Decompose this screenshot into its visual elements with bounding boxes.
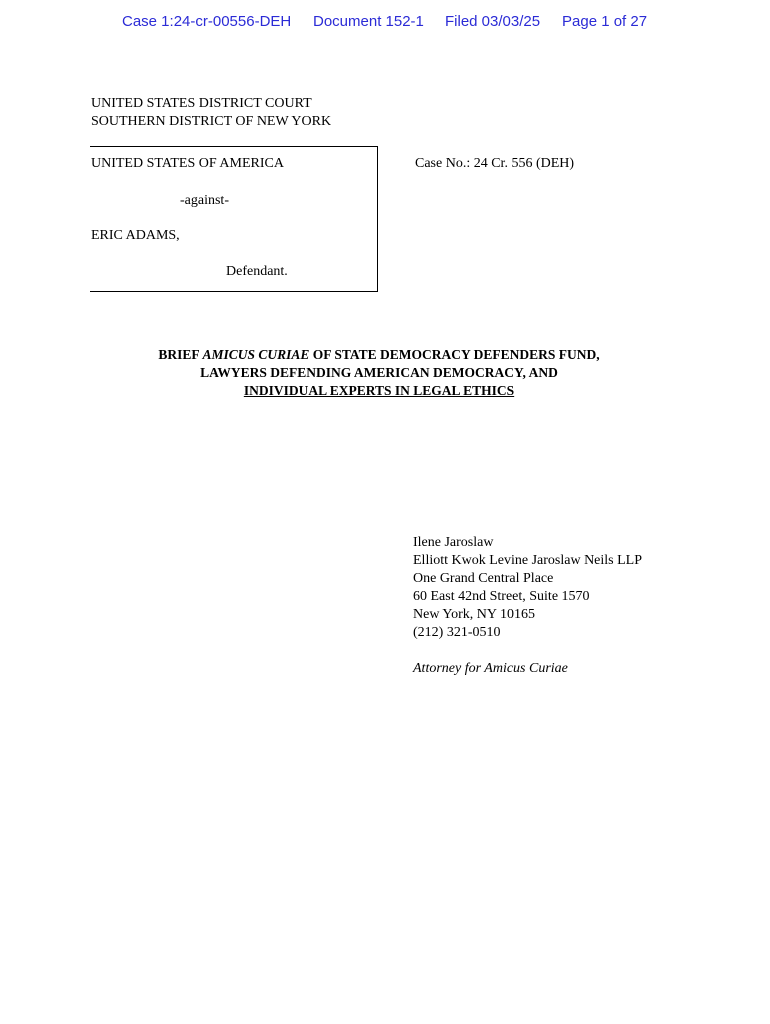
- case-caption-box: [90, 146, 378, 292]
- attorney-signature-block: [413, 534, 642, 642]
- court-line-1: UNITED STATES DISTRICT COURT: [91, 96, 312, 111]
- brief-title-line-3: INDIVIDUAL EXPERTS IN LEGAL ETHICS: [243, 383, 515, 398]
- page-count-stamp: Page 1 of 27: [562, 13, 648, 30]
- attorney-address-1: One Grand Central Place: [413, 571, 554, 586]
- attorney-name: Ilene Jaroslaw: [413, 535, 494, 550]
- ecf-filing-header: [0, 13, 770, 35]
- brief-title-prefix: BRIEF: [158, 347, 203, 362]
- document-number-stamp: Document 152-1: [313, 13, 424, 30]
- defendant-role: Defendant.: [226, 264, 288, 279]
- brief-title-line-1: [90, 346, 668, 364]
- attorney-city: New York, NY 10165: [413, 607, 535, 622]
- brief-title-italic: AMICUS CURIAE: [202, 347, 310, 362]
- attorney-phone: (212) 321-0510: [413, 625, 501, 640]
- case-number: Case No.: 24 Cr. 556 (DEH): [415, 156, 575, 171]
- filed-date-stamp: Filed 03/03/25: [445, 13, 541, 30]
- court-line-2: SOUTHERN DISTRICT OF NEW YORK: [91, 114, 332, 129]
- brief-title-suffix: OF STATE DEMOCRACY DEFENDERS FUND,: [309, 347, 600, 362]
- brief-title-line-2: LAWYERS DEFENDING AMERICAN DEMOCRACY, AND: [200, 365, 558, 380]
- against-label: -against-: [180, 193, 229, 208]
- plaintiff-name: UNITED STATES OF AMERICA: [91, 156, 284, 171]
- attorney-firm: Elliott Kwok Levine Jaroslaw Neils LLP: [413, 553, 643, 568]
- brief-title: [90, 346, 668, 400]
- attorney-address-2: 60 East 42nd Street, Suite 1570: [413, 589, 590, 604]
- court-name: [91, 95, 331, 131]
- defendant-name: ERIC ADAMS,: [91, 228, 180, 243]
- case-number-stamp: Case 1:24-cr-00556-DEH: [122, 13, 292, 30]
- attorney-role: Attorney for Amicus Curiae: [413, 661, 568, 676]
